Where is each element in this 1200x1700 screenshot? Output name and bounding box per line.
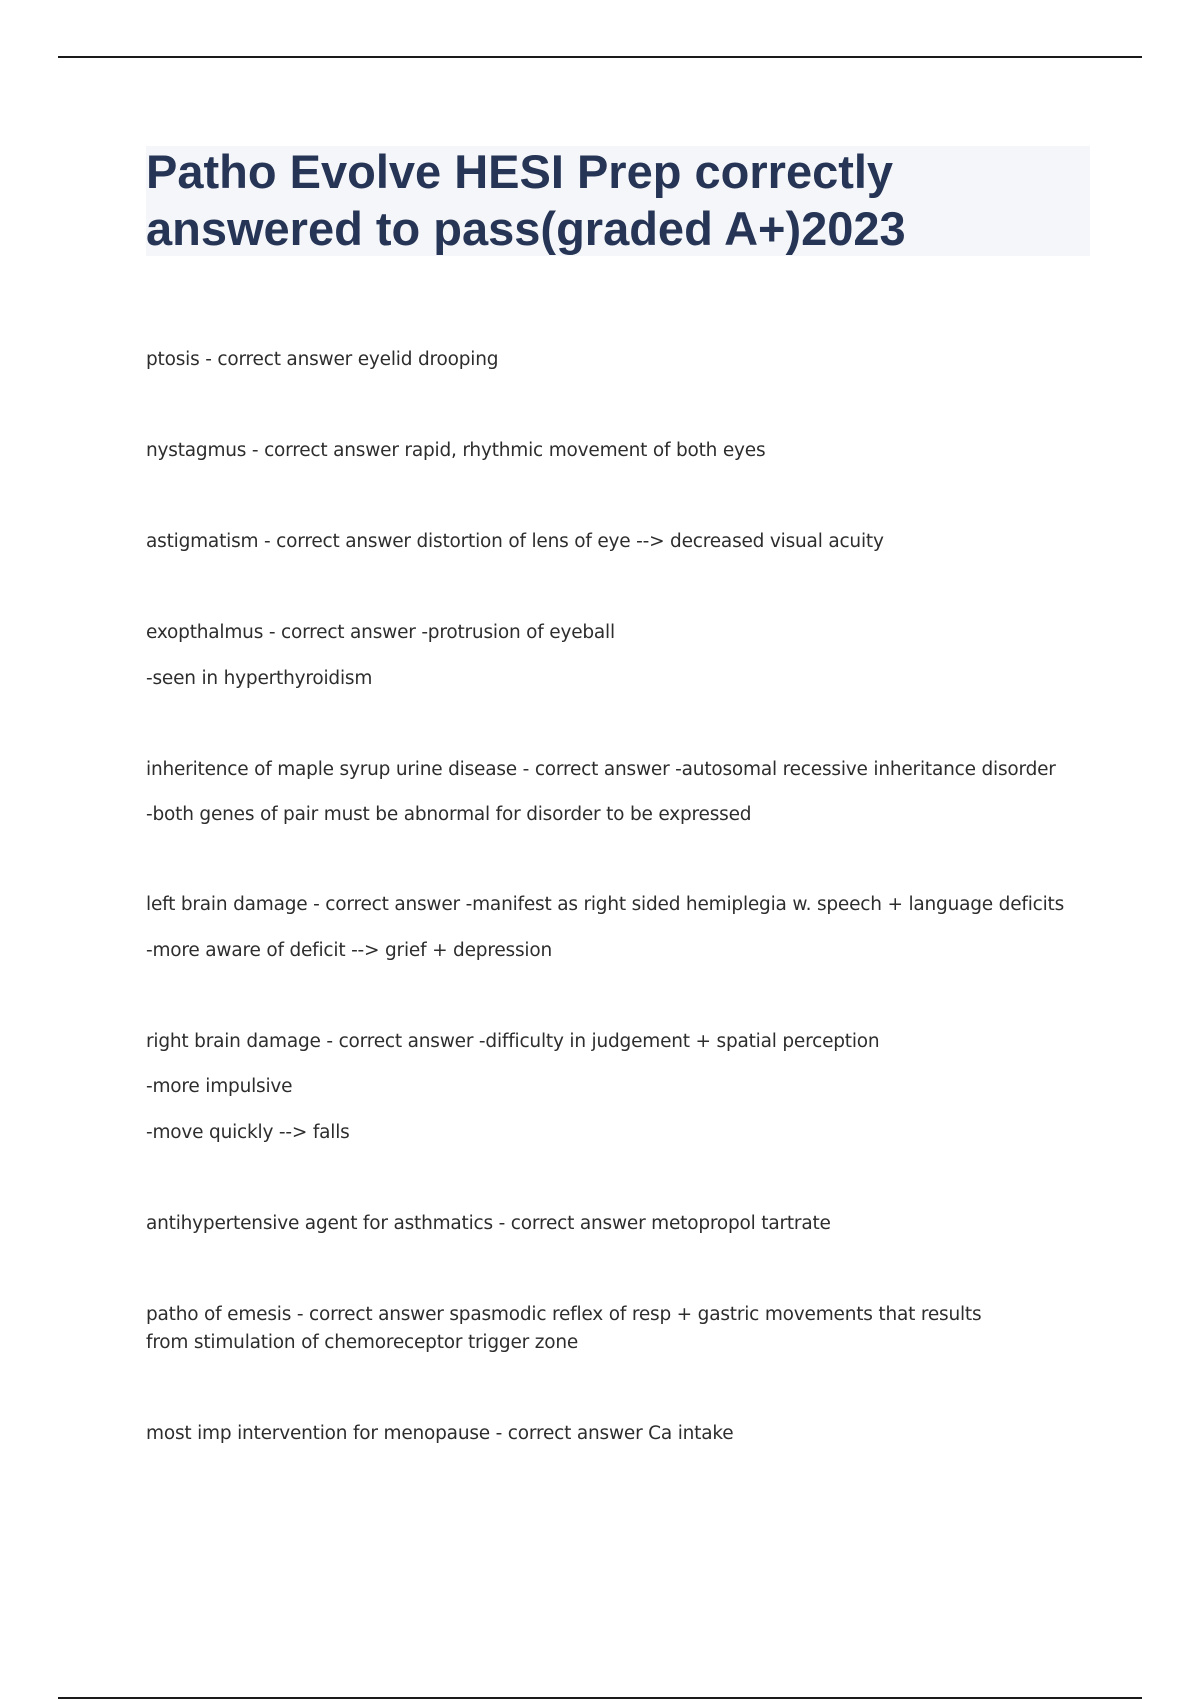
qa-entry-nystagmus: nystagmus - correct answer rapid, rhythmic movement of both eyes [146, 440, 766, 461]
qa-entry-right-brain: right brain damage - correct answer -difficulty in judgement + spatial perception [146, 1031, 880, 1052]
qa-entry-antihypertensive: antihypertensive agent for asthmatics - correct answer metopropol tartrate [146, 1213, 831, 1234]
qa-entry-menopause: most imp intervention for menopause - correct answer Ca intake [146, 1423, 734, 1444]
qa-entry-astigmatism: astigmatism - correct answer distortion of lens of eye --> decreased visual acuity [146, 531, 884, 552]
qa-entry-right-brain-detail-1: -more impulsive [146, 1076, 293, 1097]
qa-entry-left-brain-detail: -more aware of deficit --> grief + depression [146, 940, 552, 961]
qa-entry-exopthalmus-detail: -seen in hyperthyroidism [146, 668, 373, 689]
bottom-rule [58, 1697, 1142, 1699]
qa-entry-emesis: patho of emesis - correct answer spasmodic reflex of resp + gastric movements that results from stimulation of chemoreceptor trigger zone [146, 1304, 982, 1353]
qa-entry-maple-syrup: inheritence of maple syrup urine disease - correct answer -autosomal recessive inheritance disorder [146, 759, 1056, 780]
qa-entry-ptosis: ptosis - correct answer eyelid drooping [146, 349, 499, 370]
qa-entry-maple-syrup-detail: -both genes of pair must be abnormal for disorder to be expressed [146, 804, 752, 825]
qa-entry-left-brain: left brain damage - correct answer -manifest as right sided hemiplegia w. speech + language deficits [146, 894, 1065, 915]
qa-entry-exopthalmus: exopthalmus - correct answer -protrusion of eyeball [146, 622, 615, 643]
qa-entry-right-brain-detail-2: -move quickly --> falls [146, 1122, 350, 1143]
document-title: Patho Evolve HESI Prep correctly answered to pass(graded A+)2023 [146, 145, 906, 255]
top-rule [58, 56, 1142, 58]
